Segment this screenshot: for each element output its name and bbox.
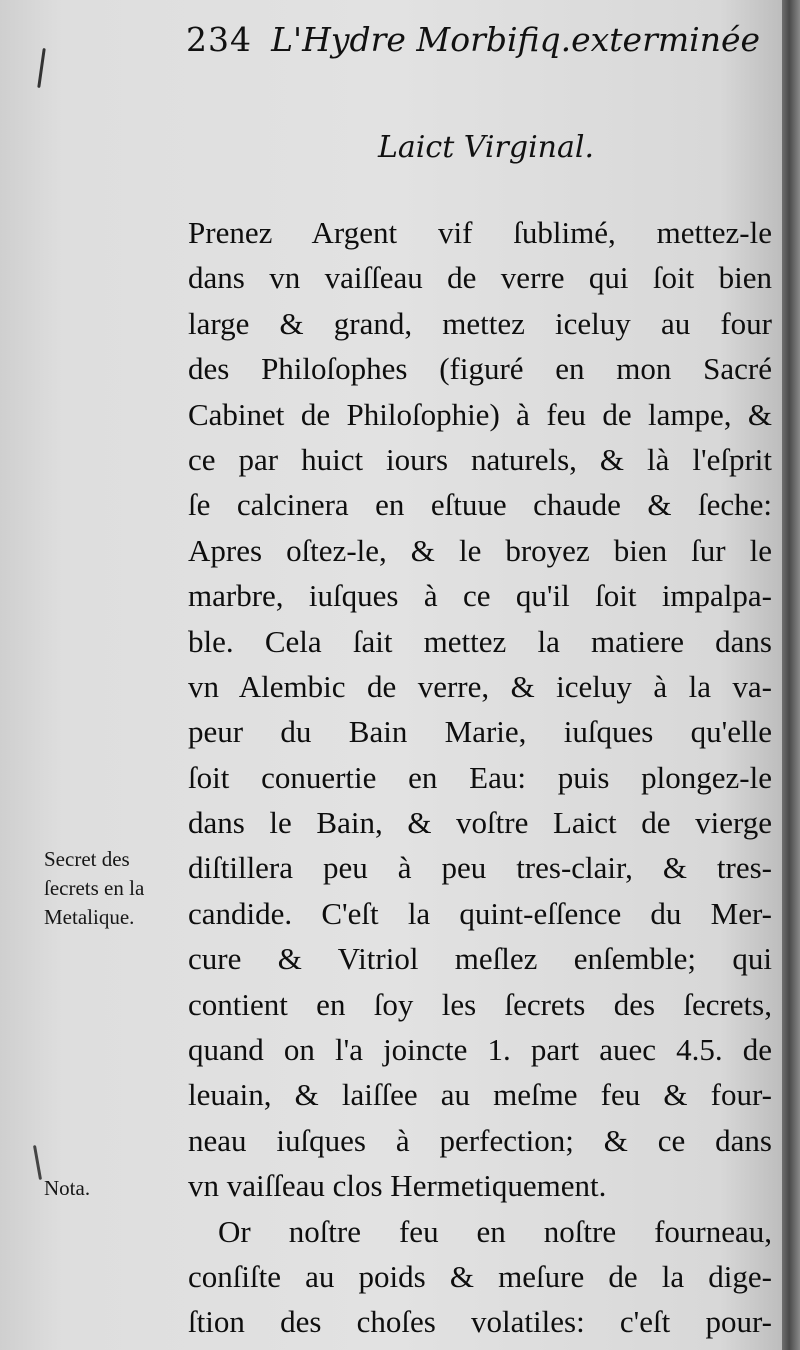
page-number: 234 — [186, 20, 252, 59]
body-text — [188, 210, 772, 1345]
text-line: vn Alembic de verre, & iceluy à la va- — [188, 668, 772, 704]
text-line: Apres oſtez-le, & le broyez bien ſur le — [188, 532, 772, 568]
text-line: ſtion des choſes volatiles: c'eſt pour- — [188, 1304, 772, 1340]
margin-note-line: Secret des — [44, 847, 130, 871]
text-line: des Philoſophes (figuré en mon Sacré — [188, 351, 772, 387]
ink-mark — [37, 48, 46, 88]
text-line: dans le Bain, & voſtre Laict de vierge — [188, 805, 772, 841]
text-line: Or noſtre feu en noſtre fourneau, — [218, 1213, 772, 1249]
text-line: Cabinet de Philoſophie) à feu de lampe, & — [188, 396, 772, 432]
text-line: marbre, iuſques à ce qu'il ſoit impalpa- — [188, 578, 772, 614]
margin-note — [44, 845, 144, 932]
ink-mark — [33, 1145, 42, 1180]
text-line: contient en ſoy les ſecrets des ſecrets, — [188, 986, 772, 1022]
text-line: ble. Cela ſait mettez la matiere dans — [188, 623, 772, 659]
text-line: diſtillera peu à peu tres-clair, & tres- — [188, 850, 772, 886]
text-line: ſoit conuertie en Eau: puis plongez-le — [188, 759, 772, 795]
text-line: Prenez Argent vif ſublimé, mettez-le — [188, 215, 772, 250]
text-line: ſe calcinera en eſtuue chaude & ſeche: — [188, 487, 772, 523]
margin-note-line: ſecrets en la — [44, 876, 145, 900]
section-title: Laict Virginal. — [378, 130, 595, 165]
text-line: ce par huict iours naturels, & là l'eſprit — [188, 441, 772, 477]
margin-note-nota: Nota. — [44, 1176, 91, 1200]
page-edge — [782, 0, 800, 1350]
text-line: quand on l'a joincte 1. part auec 4.5. de — [188, 1032, 772, 1068]
text-line: dans vn vaiſſeau de verre qui ſoit bien — [188, 260, 772, 296]
text-line: peur du Bain Marie, iuſques qu'elle — [188, 714, 772, 750]
text-line: neau iuſques à perfection; & ce dans — [188, 1122, 772, 1158]
text-line: large & grand, mettez iceluy au four — [188, 305, 772, 341]
text-line: vn vaiſſeau clos Hermetiquement. — [188, 1168, 607, 1204]
text-line: candide. C'eſt la quint-eſſence du Mer- — [188, 895, 772, 931]
text-line: cure & Vitriol meſlez enſemble; qui — [188, 941, 772, 977]
running-title: L'Hydre Morbifiq.exterminée — [271, 20, 761, 59]
text-line: conſiſte au poids & meſure de la dige- — [188, 1258, 772, 1294]
text-line: leuain, & laiſſee au meſme feu & four- — [188, 1077, 772, 1113]
page-header — [186, 20, 760, 59]
margin-note-line: Metalique. — [44, 905, 135, 929]
